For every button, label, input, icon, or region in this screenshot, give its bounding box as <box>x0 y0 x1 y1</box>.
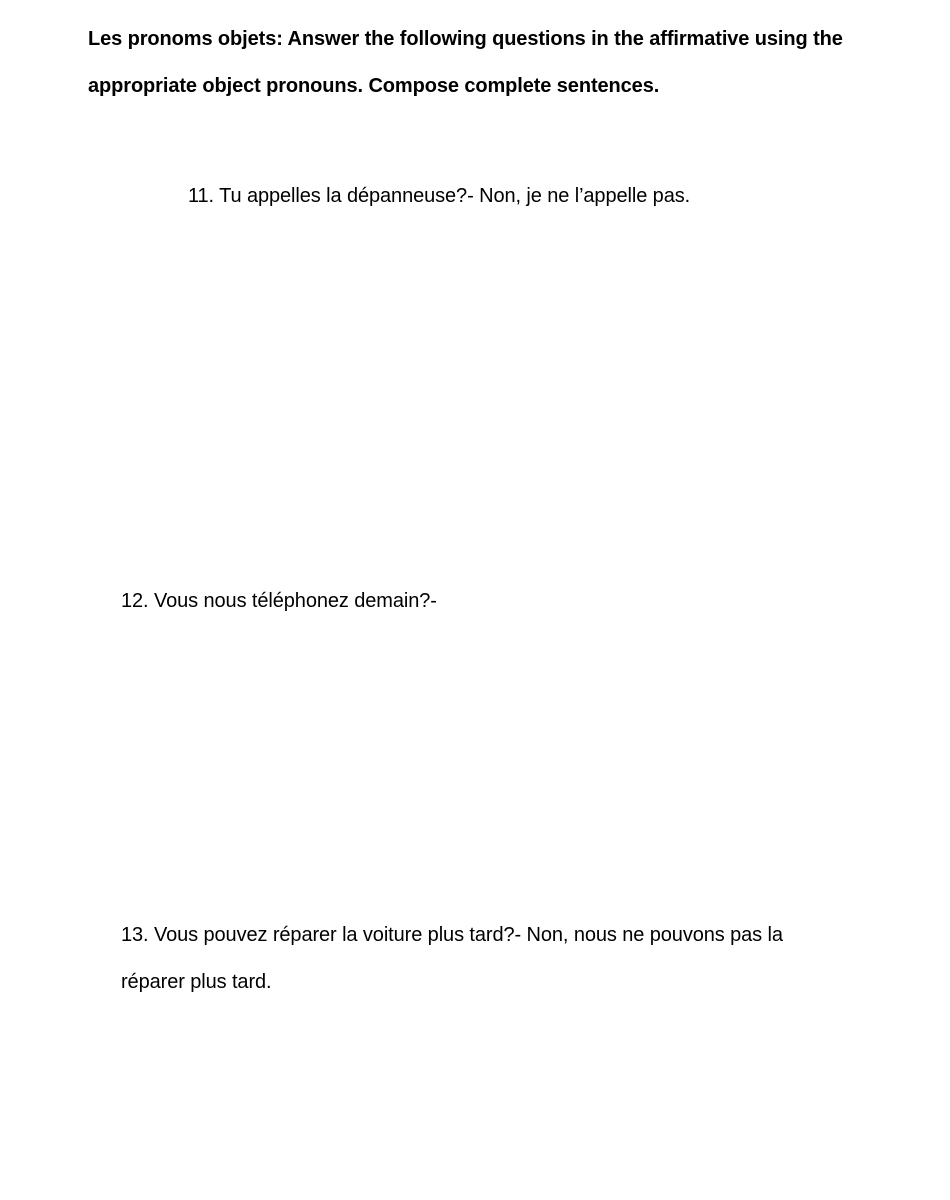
instructions-heading: Les pronoms objets: Answer the following questions in the affirmative using the appropriate object pronouns. Compose complete sentences. <box>88 28 843 97</box>
question-12: 12. Vous nous téléphonez demain?- <box>121 590 437 612</box>
question-13: 13. Vous pouvez réparer la voiture plus tard?- Non, nous ne pouvons pas la réparer plus tard. <box>121 924 783 993</box>
question-11: 11. Tu appelles la dépanneuse?- Non, je ne l’appelle pas. <box>188 185 691 207</box>
